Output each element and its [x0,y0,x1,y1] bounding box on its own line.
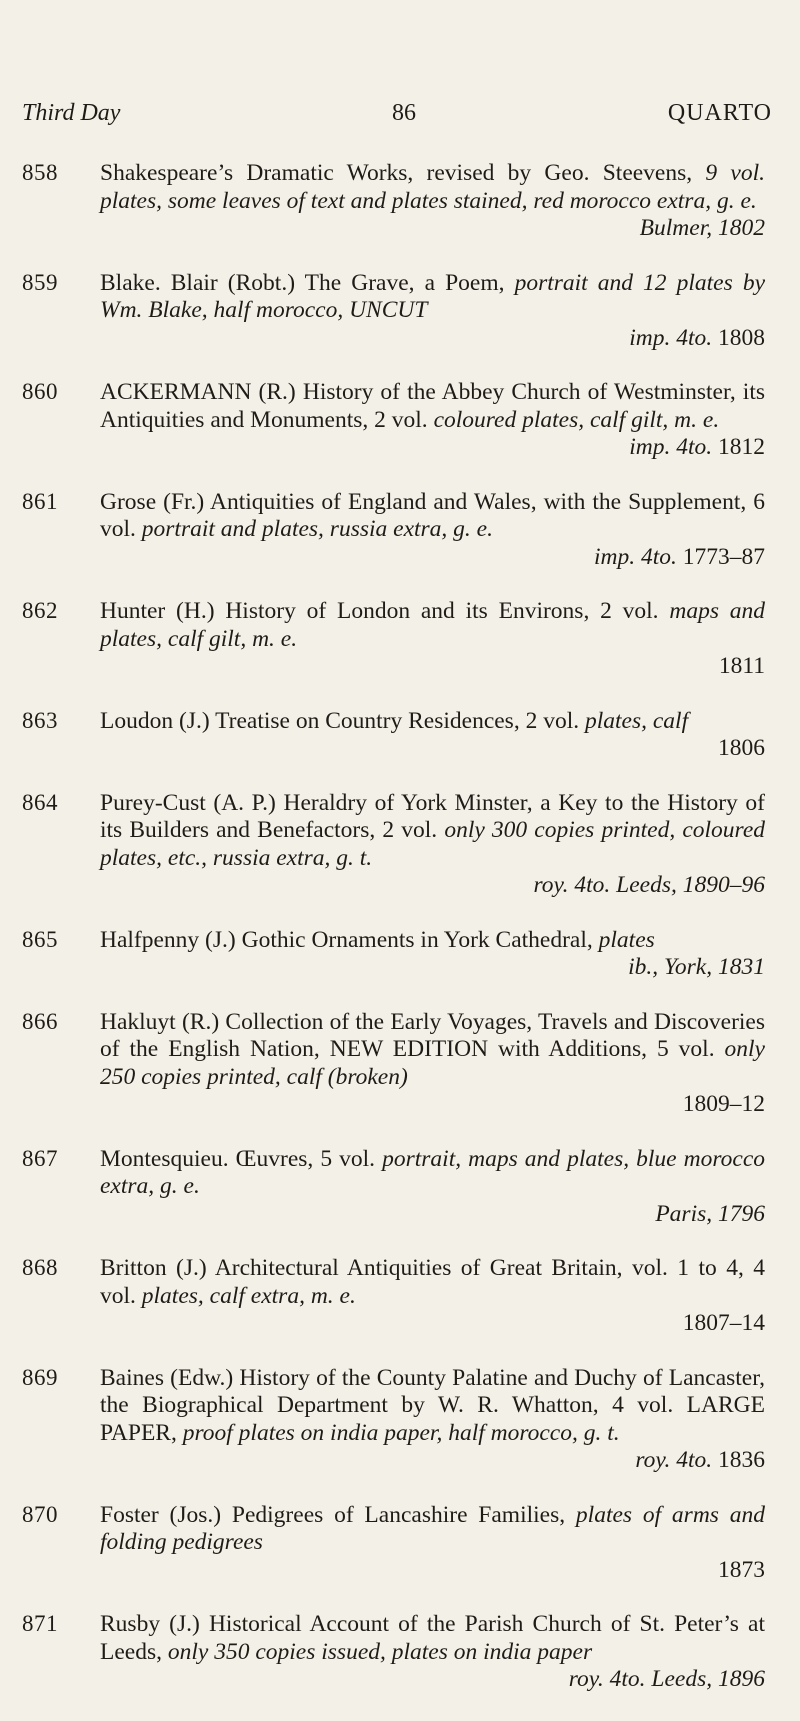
lot-entry [0,598,800,681]
day-heading: Third Day [22,100,121,126]
lot-place-date: Leeds, 1890–96 [616,872,765,898]
lot-text [100,598,765,681]
lot-format: imp. 4to. [629,324,713,351]
lot-entry [0,1502,800,1585]
lot-format: roy. 4to. [533,872,611,898]
lot-text [100,708,765,763]
lot-place-date: 1809–12 [682,1091,765,1117]
lot-title: Montesquieu. Œuvres, 5 vol. [100,1145,376,1172]
lot-title: Grose (Fr.) Antiquities of England and Wales, with the Supplement, 6 vol. [100,488,765,542]
lot-title: Foster (Jos.) Pedigrees of Lancashire Families, [100,1501,566,1528]
lot-description: only 250 copies printed, calf (broken) [100,1036,765,1090]
lot-text [100,1365,765,1475]
lot-imprint [100,653,765,681]
lot-text [100,927,765,982]
lot-text [100,489,765,572]
lot-imprint [100,1310,765,1338]
lot-imprint [100,1091,765,1119]
lot-imprint [100,1557,765,1585]
page-header [22,100,772,134]
lot-text [100,160,765,243]
lot-number: 871 [22,1611,58,1636]
lot-description: portrait and plates, russia extra, g. e. [141,516,493,542]
lot-entry [0,160,800,243]
lot-format: roy. 4to. [635,1447,713,1473]
lot-place-date: 1773–87 [682,543,765,570]
lot-number: 861 [22,488,58,514]
lot-title: Britton (J.) Architectural Antiquities of Great Britain, vol. 1 to 4, 4 vol. [100,1255,765,1309]
lot-text [100,1611,765,1694]
lot-number: 860 [22,379,58,404]
page-number: 86 [392,100,416,126]
lot-imprint [100,954,765,982]
lot-imprint [100,544,765,572]
lot-place-date: 1812 [718,434,765,460]
lot-description: 9 vol. plates, some leaves of text and plates stained, red morocco extra, g. e. [100,160,766,214]
lot-format: imp. 4to. [593,543,677,570]
lot-number: 865 [22,926,58,952]
lot-text [100,1502,765,1585]
lot-number: 858 [22,160,58,185]
lot-title: Halfpenny (J.) Gothic Ornaments in York Cathedral, [100,926,593,953]
lot-place-date: Leeds, 1896 [651,1666,765,1692]
lot-format: roy. 4to. [568,1666,646,1692]
lot-format: ib., [628,954,659,980]
lot-title: ACKERMANN (R.) History of the Abbey Church of Westminster, its Antiquities and Monuments, 2 vol. [100,379,765,433]
format-heading: QUARTO [667,100,772,126]
lot-imprint [100,735,765,763]
lot-text [100,270,765,353]
lot-description: proof plates on india paper, half morocco, g. t. [182,1419,620,1446]
lot-imprint [100,872,765,900]
lot-number: 869 [22,1364,58,1390]
lot-number: 868 [22,1255,58,1280]
lot-number: 862 [22,598,58,623]
lot-description: plates [598,926,655,953]
lot-text [100,1255,765,1338]
lot-entry [0,1146,800,1229]
lot-entry [0,379,800,462]
lot-entry [0,1255,800,1338]
lot-description: plates, calf extra, m. e. [141,1282,356,1309]
lot-format: imp. 4to. [629,434,713,460]
lot-entry [0,790,800,900]
lot-title: Purey-Cust (A. P.) Heraldry of York Minster, a Key to the History of its Builders and Benefactors, 2 vol. [100,789,765,843]
lot-entry [0,927,800,982]
lot-title: Rusby (J.) Historical Account of the Parish Church of St. Peter’s at Leeds, [100,1611,765,1665]
lot-imprint [100,325,765,353]
lot-imprint [100,215,765,243]
lot-entry [0,708,800,763]
lot-place-date: Paris, 1796 [655,1200,765,1227]
lot-description: plates, calf [584,707,689,734]
lot-number: 867 [22,1145,58,1171]
lot-place-date: Bulmer, 1802 [639,215,765,241]
lot-text [100,379,765,462]
lot-description: only 350 copies issued, plates on india paper [167,1638,593,1665]
lot-entry [0,1611,800,1694]
lot-title: Hunter (H.) History of London and its Environs, 2 vol. [100,598,659,624]
lot-list [0,160,800,1721]
lot-description: portrait and 12 plates by Wm. Blake, half morocco, UNCUT [100,269,765,323]
lot-entry [0,1009,800,1119]
lot-description: plates of arms and folding pedigrees [100,1501,765,1555]
lot-entry [0,1365,800,1475]
lot-number: 866 [22,1008,58,1034]
lot-imprint [100,434,765,462]
lot-number: 863 [22,707,58,733]
lot-number: 870 [22,1501,58,1527]
lot-number: 859 [22,269,58,295]
lot-place-date: 1811 [718,653,765,679]
lot-place-date: 1808 [718,324,765,351]
lot-place-date: 1836 [718,1447,765,1473]
lot-imprint [100,1447,765,1475]
lot-entry [0,489,800,572]
lot-title: Baines (Edw.) History of the County Palatine and Duchy of Lancaster, the Biographical Department by W. R. Whatton, 4 vol. LARGE PAPER, [100,1364,765,1446]
lot-place-date: 1807–14 [682,1310,765,1336]
lot-entry [0,270,800,353]
lot-text [100,790,765,900]
lot-imprint [100,1666,765,1694]
lot-title: Shakespeare’s Dramatic Works, revised by Geo. Steevens, [100,160,693,186]
lot-description: portrait, maps and plates, blue morocco extra, g. e. [100,1145,765,1199]
lot-place-date: 1873 [718,1556,765,1583]
lot-description: coloured plates, calf gilt, m. e. [433,406,720,433]
lot-text [100,1146,765,1229]
lot-place-date: 1806 [718,735,765,761]
lot-number: 864 [22,789,58,815]
lot-description: only 300 copies printed, coloured plates, etc., russia extra, g. t. [100,817,765,871]
lot-title: Blake. Blair (Robt.) The Grave, a Poem, [100,269,505,296]
lot-place-date: York, 1831 [664,954,765,980]
lot-title: Loudon (J.) Treatise on Country Residences, 2 vol. [100,707,580,734]
lot-imprint [100,1201,765,1229]
lot-description: maps and plates, calf gilt, m. e. [100,598,765,652]
lot-text [100,1009,765,1119]
lot-title: Hakluyt (R.) Collection of the Early Voyages, Travels and Discoveries of the English Nation, NEW EDITION with Additions, 5 vol. [100,1008,765,1062]
